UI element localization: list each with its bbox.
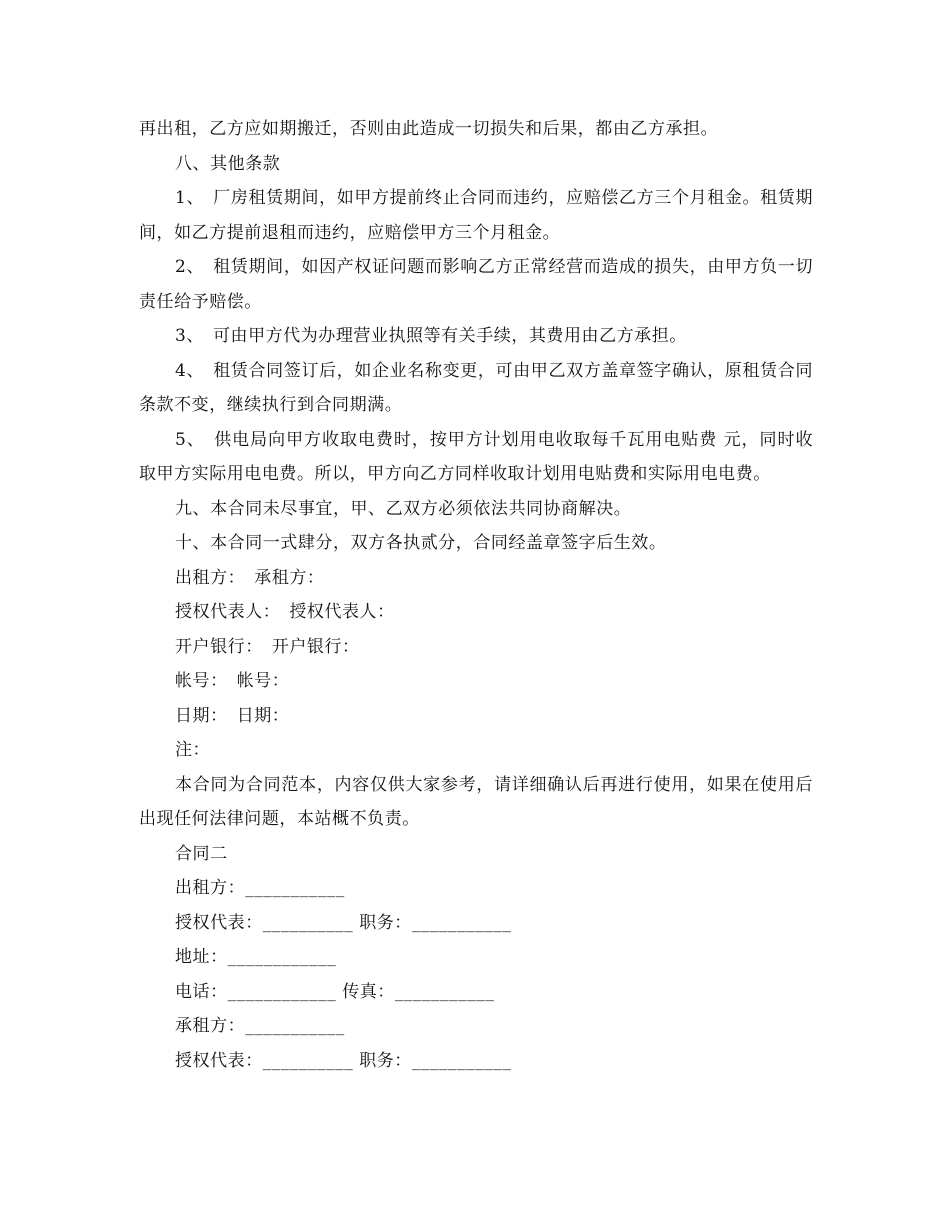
- clause-5-electricity-fees: 5、 供电局向甲方收取电费时，按甲方计划用电收取每千瓦用电贴费 元，同时收取甲方实际用电电费。所以，甲方向乙方同样收取计划用电贴费和实际用电电费。: [139, 429, 813, 484]
- disclaimer-note: 本合同为合同范本，内容仅供大家参考，请详细确认后再进行使用，如果在使用后出现任何法律问题，本站概不负责。: [139, 774, 813, 829]
- contract-two-title: 合同二: [175, 843, 228, 864]
- contract-two-lessor-field: 出租方：___________: [175, 878, 345, 898]
- contract-two-address-field: 地址：____________: [175, 947, 337, 967]
- clause-3-business-license: 3、 可由甲方代为办理营业执照等有关手续，其费用由乙方承担。: [175, 326, 687, 346]
- section-ten-copies-effective: 十、本合同一式肆分，双方各执贰分，合同经盖章签字后生效。: [175, 533, 667, 553]
- signature-line-date: 日期： 日期：: [175, 705, 290, 726]
- signature-line-authorized-rep: 授权代表人： 授权代表人：: [175, 602, 395, 622]
- contract-two-lessee-rep-field: 授权代表：__________ 职务：___________: [175, 1050, 512, 1071]
- clause-2-property-certificate: 2、 租赁期间，如因产权证问题而影响乙方正常经营而造成的损失，由甲方负一切责任给予赔偿。: [139, 257, 813, 312]
- paragraph-relocation-clause: 再出租，乙方应如期搬迁，否则由此造成一切损失和后果，都由乙方承担。: [139, 119, 719, 139]
- clause-1-early-termination: 1、 厂房租赁期间，如甲方提前终止合同而违约，应赔偿乙方三个月租金。租赁期间，如乙方提前退租而违约，应赔偿甲方三个月租金。: [139, 188, 813, 243]
- signature-line-account: 帐号： 帐号：: [175, 671, 290, 691]
- note-label: 注：: [175, 740, 211, 760]
- clause-4-name-change: 4、 租赁合同签订后，如企业名称变更，可由甲乙双方盖章签字确认，原租赁合同条款不变，继续执行到合同期满。: [139, 360, 813, 415]
- signature-line-lessor-lessee: 出租方： 承租方：: [175, 567, 325, 588]
- signature-line-bank: 开户银行： 开户银行：: [175, 636, 360, 657]
- section-nine-unresolved-matters: 九、本合同未尽事宜，甲、乙双方必须依法共同协商解决。: [175, 498, 632, 519]
- section-heading-other-terms: 八、其他条款: [175, 153, 281, 174]
- document-body: [139, 112, 813, 1078]
- contract-two-lessor-rep-field: 授权代表：__________ 职务：___________: [175, 912, 512, 933]
- contract-two-lessee-field: 承租方：___________: [175, 1016, 345, 1036]
- contract-two-phone-fax-field: 电话：____________ 传真：___________: [175, 981, 495, 1002]
